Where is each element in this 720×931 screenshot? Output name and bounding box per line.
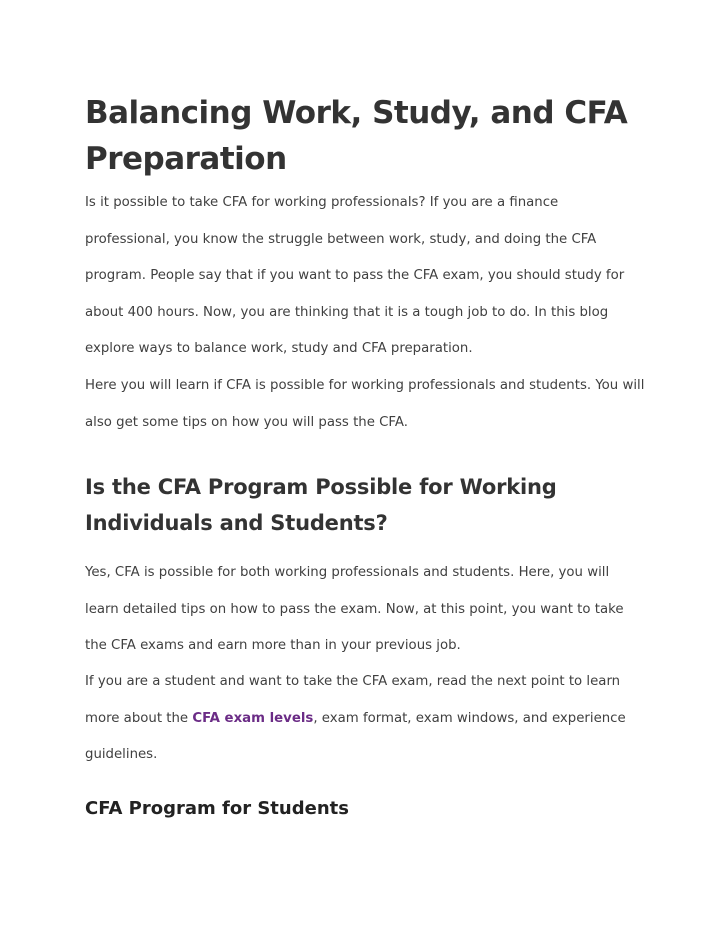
cfa-exam-levels-link[interactable]: CFA exam levels [192,710,314,726]
section-paragraph-2 [85,664,645,774]
paragraph-text: , exam format, exam windows, and experience guidelines. [85,710,626,762]
section-heading-students: CFA Program for Students [85,798,349,819]
section-paragraph: Yes, CFA is possible for both working professionals and students. Here, you will learn detailed tips on how to pass the exam. Now, at this point, you want to take the CFA exams and earn more than in your previous job. [85,565,624,653]
page-title: Balancing Work, Study, and CFA Preparation [85,95,628,177]
section-heading-cfa-possible: Is the CFA Program Possible for Working Individuals and Students? [85,475,557,535]
paragraph-text: If you are a student and want to take the CFA exam, read the next point to learn more about the [85,674,621,726]
intro-paragraph: Is it possible to take CFA for working professionals? If you are a finance professional, you know the struggle between work, study, and doing the CFA program. People say that if you want to pass the CFA exam, you should study for about 400 hours. Now, you are thinking that it is a tough job to do. In this blog explore ways to balance work, study and CFA preparation. [85,195,625,356]
intro-paragraph-2: Here you will learn if CFA is possible for working professionals and students. You will also get some tips on how you will pass the CFA. [85,378,645,430]
